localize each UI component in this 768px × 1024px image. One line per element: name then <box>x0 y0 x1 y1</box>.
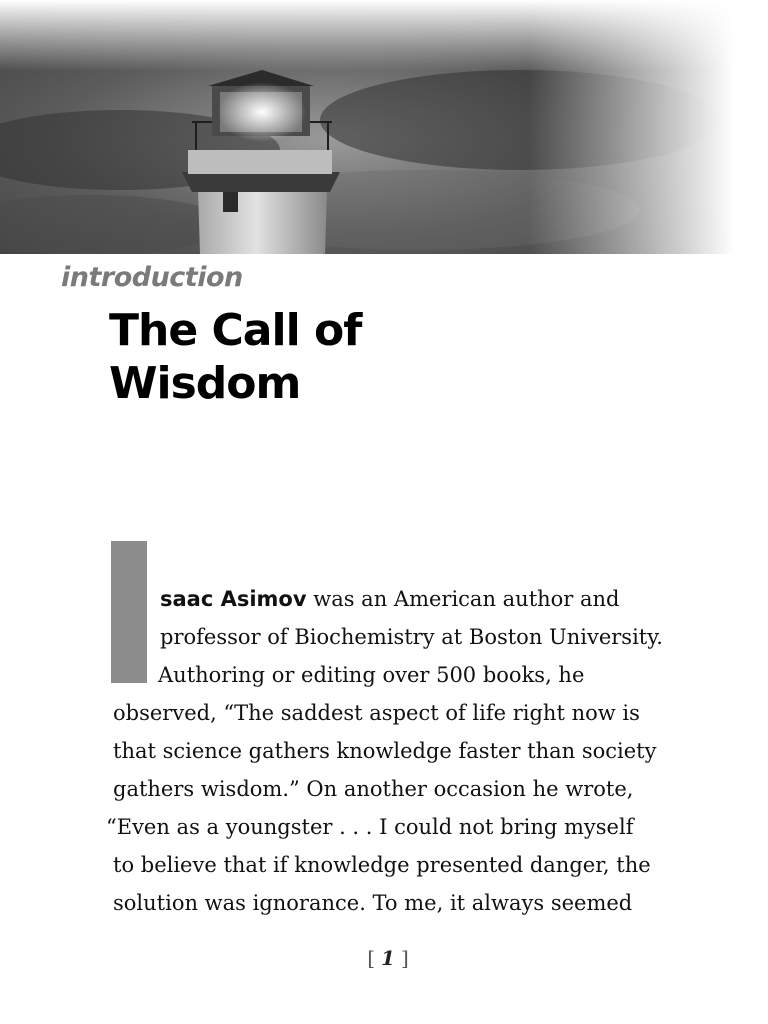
body-line-5: that science gathers knowledge faster than society <box>113 739 657 763</box>
body-line-3: Authoring or editing over 500 books, he <box>158 663 585 687</box>
page-folio <box>0 946 768 970</box>
body-line-7: “Even as a youngster . . . I could not bring myself <box>106 815 634 839</box>
page-number: 1 <box>381 946 395 970</box>
body-line-1-rest: was an American author and <box>306 587 620 611</box>
chapter-title-line-2: Wisdom <box>109 358 301 409</box>
folio-bracket-right: ] <box>400 946 409 970</box>
body-line-2: professor of Biochemistry at Boston University. <box>160 625 663 649</box>
section-kicker: introduction <box>61 262 243 293</box>
body-line-6: gathers wisdom.” On another occasion he wrote, <box>113 777 634 801</box>
lighthouse-illustration <box>0 0 734 254</box>
folio-bracket-left: [ <box>367 946 376 970</box>
lead-name: saac Asimov <box>160 587 307 611</box>
drop-cap-letter <box>111 541 147 683</box>
chapter-title <box>109 304 361 410</box>
chapter-title-line-1: The Call of <box>109 305 362 356</box>
body-line-4: observed, “The saddest aspect of life right now is <box>113 701 640 725</box>
body-line-8: to believe that if knowledge presented danger, the <box>113 853 651 877</box>
body-line-1 <box>160 580 620 618</box>
body-line-9: solution was ignorance. To me, it always seemed <box>113 891 633 915</box>
lighthouse-banner-image <box>0 0 734 254</box>
